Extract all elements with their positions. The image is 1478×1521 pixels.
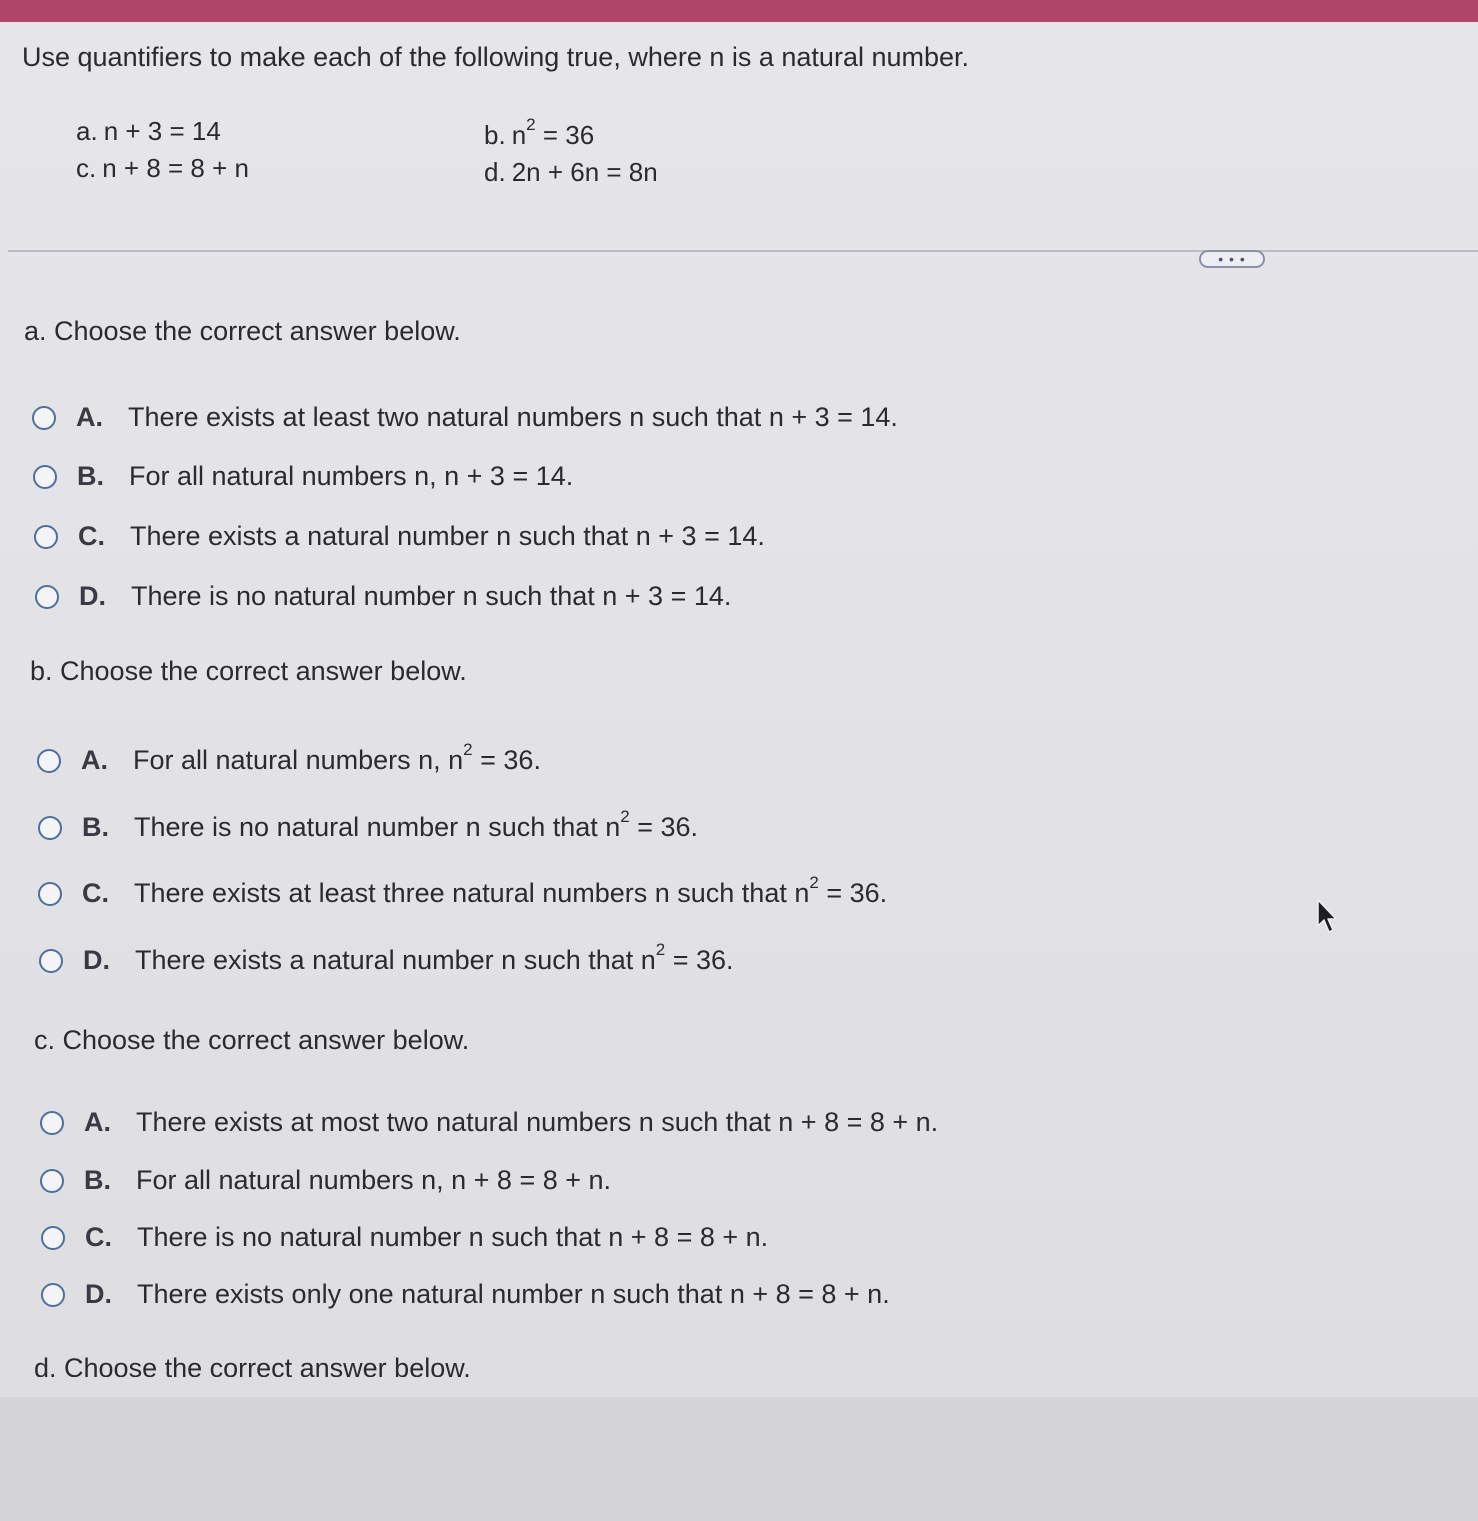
radio-button[interactable] (34, 525, 58, 549)
option-letter: B. (84, 1165, 111, 1195)
option-letter: D. (83, 945, 110, 975)
option-text: There exists only one natural number n such that n + 8 = 8 + n. (137, 1279, 890, 1309)
given-equation-a: n + 3 = 14 (103, 116, 221, 146)
radio-button[interactable] (35, 585, 59, 609)
option-letter: A. (84, 1107, 111, 1137)
part-a-option-b[interactable] (33, 461, 573, 492)
part-a-option-a[interactable] (32, 402, 898, 433)
option-text: There is no natural number n such that n + 8 = 8 + n. (137, 1222, 769, 1252)
option-letter: D. (79, 581, 106, 611)
part-c-option-b[interactable] (40, 1165, 611, 1196)
option-letter: A. (81, 745, 108, 775)
part-d-prompt-clip (34, 1353, 634, 1377)
part-b-option-a[interactable] (37, 740, 541, 776)
mouse-pointer-icon (1316, 898, 1340, 936)
radio-button[interactable] (32, 406, 56, 430)
option-text: For all natural numbers n, n + 8 = 8 + n. (136, 1165, 612, 1195)
part-a-option-c[interactable] (34, 521, 765, 552)
option-text: For all natural numbers n, $n^2 = 36$. (133, 740, 541, 775)
part-c-prompt: c. Choose the correct answer below. (34, 1025, 470, 1055)
given-statement-d (484, 157, 658, 188)
radio-button[interactable] (40, 1111, 64, 1135)
radio-button[interactable] (37, 749, 61, 773)
option-text: There exists a natural number n such that n + 3 = 14. (130, 521, 765, 551)
more-options-button[interactable]: • • • (1199, 250, 1265, 268)
given-label-c: c. (76, 153, 97, 183)
part-d-prompt: d. Choose the correct answer below. (34, 1353, 471, 1377)
radio-button[interactable] (38, 816, 62, 840)
option-text: There exists a natural number n such that $n^2 = 36$. (135, 940, 734, 975)
option-letter: C. (85, 1222, 112, 1252)
given-label-d: d. (484, 157, 506, 187)
radio-button[interactable] (39, 949, 63, 973)
option-text: There exists at least two natural numbers n such that n + 3 = 14. (128, 402, 898, 432)
page-background (0, 1397, 1478, 1521)
given-statement-a (76, 116, 221, 147)
question-instructions: Use quantifiers to make each of the following true, where n is a natural number. (22, 42, 970, 72)
radio-button[interactable] (41, 1283, 65, 1307)
option-text: There is no natural number n such that n + 3 = 14. (131, 581, 732, 611)
part-a-prompt: a. Choose the correct answer below. (24, 316, 461, 346)
radio-button[interactable] (38, 882, 62, 906)
given-statement-c (76, 153, 249, 184)
radio-button[interactable] (33, 465, 57, 489)
radio-button[interactable] (41, 1226, 65, 1250)
part-b-option-c[interactable] (38, 873, 888, 909)
part-b-option-d[interactable] (39, 940, 734, 976)
given-label-b: b. (484, 120, 506, 150)
given-equation-c: n + 8 = 8 + n (102, 153, 249, 183)
option-text: There exists at least three natural numbers n such that $n^2 = 36$. (134, 873, 888, 908)
part-c-option-a[interactable] (40, 1107, 938, 1138)
given-statement-b (484, 115, 595, 151)
part-b-option-b[interactable] (38, 807, 699, 843)
given-label-a: a. (76, 116, 98, 146)
given-equation-d: 2n + 6n = 8n (511, 157, 658, 187)
radio-button[interactable] (40, 1169, 64, 1193)
top-accent-bar (0, 0, 1478, 24)
part-a-option-d[interactable] (35, 581, 731, 612)
option-text: There is no natural number n such that $n^2 = 36$. (134, 807, 699, 842)
option-letter: C. (78, 521, 105, 551)
part-b-prompt: b. Choose the correct answer below. (30, 656, 467, 686)
option-letter: D. (85, 1279, 112, 1309)
option-letter: B. (77, 461, 104, 491)
option-text: There exists at most two natural numbers n such that n + 8 = 8 + n. (136, 1107, 939, 1137)
option-letter: B. (82, 812, 109, 842)
part-c-option-c[interactable] (41, 1222, 768, 1253)
option-letter: A. (76, 402, 103, 432)
option-letter: C. (82, 878, 109, 908)
part-c-option-d[interactable] (41, 1279, 890, 1310)
option-text: For all natural numbers n, n + 3 = 14. (129, 461, 574, 491)
given-equation-b: $n^2 = 36$ (511, 115, 595, 150)
